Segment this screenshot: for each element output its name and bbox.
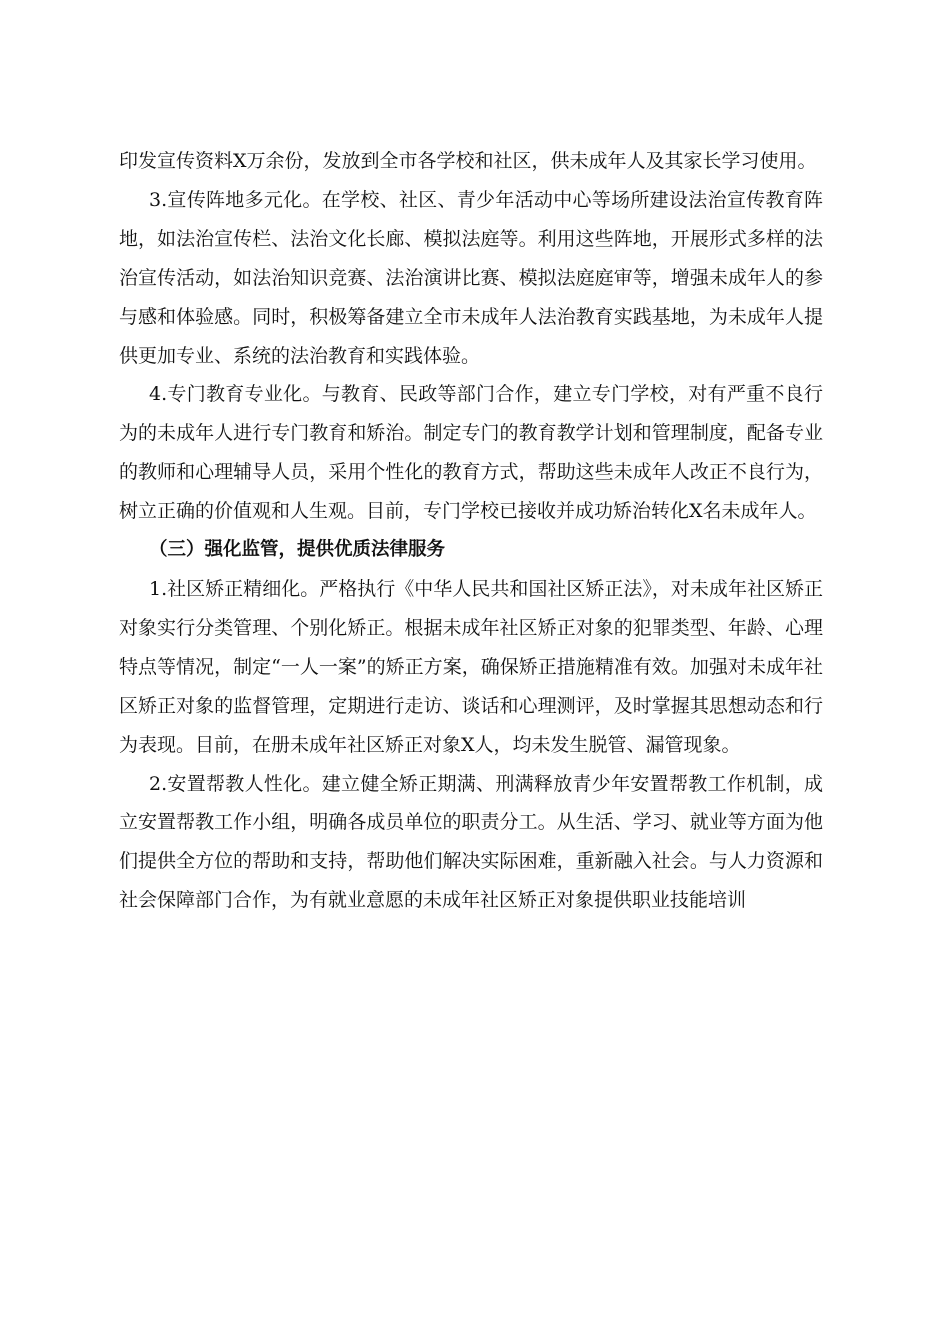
paragraph-community-correction: 1.社区矫正精细化。严格执行《中华人民共和国社区矫正法》，对未成年社区矫正对象实行分类管理、个别化矫正。根据未成年社区矫正对象的犯罪类型、年龄、心理特点等情况，制定“一人一案”的矫正方案，确保矫正措施精准有效。加强对未成年社区矫正对象的监督管理，定期进行走访、谈话和心理测评，及时掌握其思想动态和行为表现。目前，在册未成年社区矫正对象X人，均未发生脱管、漏管现象。	[119, 577, 823, 756]
section-heading-supervision: （三）强化监管，提供优质法律服务	[149, 539, 446, 561]
paragraph-resettlement: 2.安置帮教人性化。建立健全矫正期满、刑满释放青少年安置帮教工作机制，成立安置帮教工作小组，明确各成员单位的职责分工。从生活、学习、就业等方面为他们提供全方位的帮助和支持，帮助他们解决实际困难，重新融入社会。与人力资源和社会保障部门合作，为有就业意愿的未成年社区矫正对象提供职业技能培训	[119, 772, 823, 912]
paragraph-continuation: 印发宣传资料X万余份，发放到全市各学校和社区，供未成年人及其家长学习使用。	[119, 150, 817, 172]
paragraph-special-education: 4.专门教育专业化。与教育、民政等部门合作，建立专门学校，对有严重不良行为的未成年人进行专门教育和矫治。制定专门的教育教学计划和管理制度，配备专业的教师和心理辅导人员，采用个性化的教育方式，帮助这些未成年人改正不良行为，树立正确的价值观和人生观。目前，专门学校已接收并成功矫治转化X名未成年人。	[119, 383, 823, 523]
paragraph-publicity-venues: 3.宣传阵地多元化。在学校、社区、青少年活动中心等场所建设法治宣传教育阵地，如法治宣传栏、法治文化长廊、模拟法庭等。利用这些阵地，开展形式多样的法治宣传活动，如法治知识竞赛、法治演讲比赛、模拟法庭庭审等，增强未成年人的参与感和体验感。同时，积极筹备建立全市未成年人法治教育实践基地，为未成年人提供更加专业、系统的法治教育和实践体验。	[119, 188, 823, 367]
document-body	[119, 142, 823, 920]
